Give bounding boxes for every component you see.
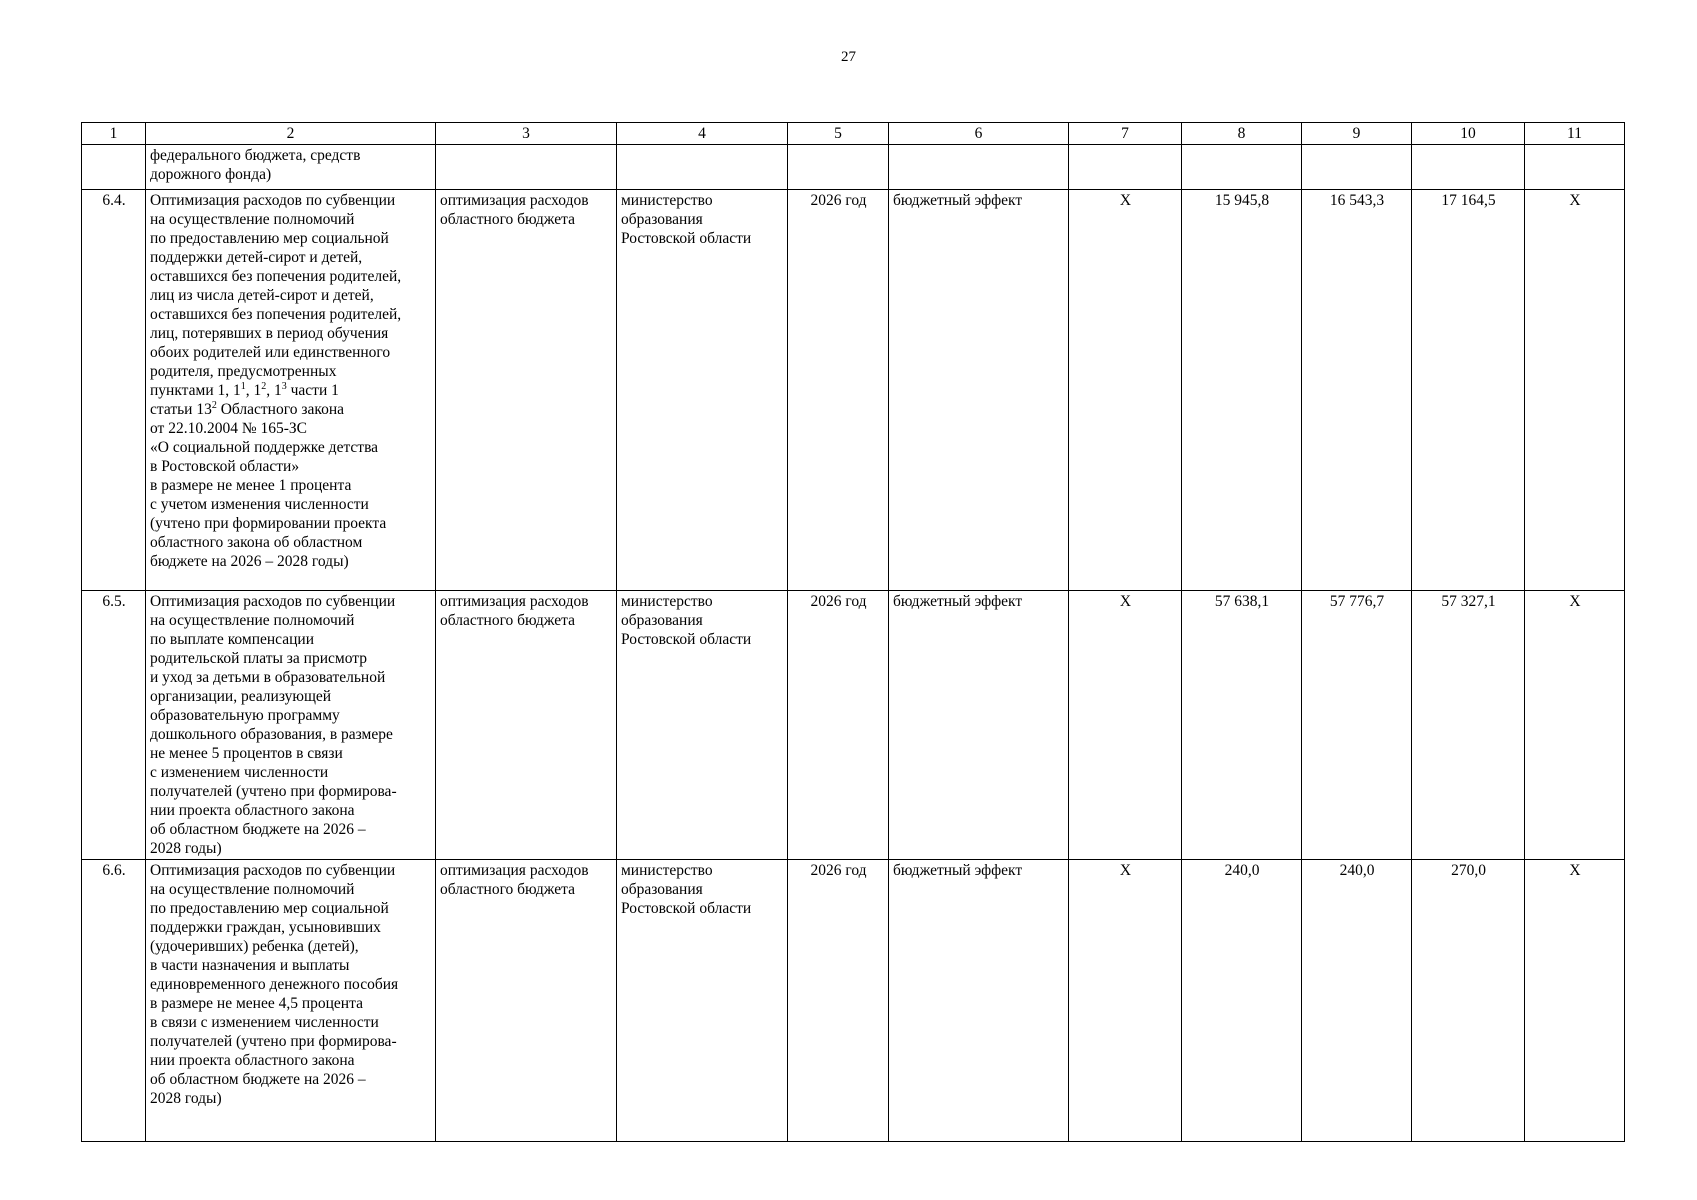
description-line: дорожного фонда) bbox=[150, 166, 272, 183]
description-line: в Ростовской области» bbox=[150, 458, 300, 475]
col10-cell: 270,0 bbox=[1412, 860, 1525, 1142]
description-line: областного закона об областном bbox=[150, 534, 363, 551]
header-cell: 11 bbox=[1525, 123, 1625, 145]
header-cell: 4 bbox=[617, 123, 788, 145]
column-number-header-row bbox=[82, 123, 1625, 145]
col9-cell: 16 543,3 bbox=[1302, 190, 1412, 591]
description-line: по предоставлению мер социальной bbox=[150, 230, 389, 247]
effect-cell: бюджетный эффект bbox=[889, 591, 1069, 860]
description-line: организации, реализующей bbox=[150, 688, 332, 705]
description-line: поддержки граждан, усыновивших bbox=[150, 919, 381, 936]
description-line: образовательную программу bbox=[150, 707, 340, 724]
type-cell: оптимизация расходов областного бюджета bbox=[436, 190, 617, 591]
header-cell: 8 bbox=[1182, 123, 1302, 145]
col7-cell: Х bbox=[1069, 591, 1182, 860]
description-line: от 22.10.2004 № 165-ЗС bbox=[150, 420, 307, 437]
type-cell: оптимизация расходов областного бюджета bbox=[436, 860, 617, 1142]
header-cell: 3 bbox=[436, 123, 617, 145]
description-cell bbox=[146, 860, 436, 1142]
header-cell: 5 bbox=[788, 123, 889, 145]
responsible-cell: министерство образования Ростовской области bbox=[617, 190, 788, 591]
description-line: получателей (учтено при формирова- bbox=[150, 1033, 397, 1050]
description-line: получателей (учтено при формирова- bbox=[150, 783, 397, 800]
description-line: пунктами 1, $1^1$, $1^2$, $1^3$ части 1 bbox=[150, 381, 339, 399]
col8-cell: 240,0 bbox=[1182, 860, 1302, 1142]
col10-cell: 57 327,1 bbox=[1412, 591, 1525, 860]
description-line: с изменением численности bbox=[150, 764, 329, 781]
col9-cell bbox=[1302, 145, 1412, 190]
description-line: нии проекта областного закона bbox=[150, 802, 355, 819]
description-line: поддержки детей-сирот и детей, bbox=[150, 249, 363, 266]
type-cell: оптимизация расходов областного бюджета bbox=[436, 591, 617, 860]
description-line: не менее 5 процентов в связи bbox=[150, 745, 343, 762]
description-line: (удочеривших) ребенка (детей), bbox=[150, 938, 359, 955]
effect-cell: бюджетный эффект bbox=[889, 190, 1069, 591]
measures-table bbox=[81, 122, 1625, 1142]
col11-cell: Х bbox=[1525, 190, 1625, 591]
type-cell bbox=[436, 145, 617, 190]
description-line: (учтено при формировании проекта bbox=[150, 515, 387, 532]
description-line: по выплате компенсации bbox=[150, 631, 314, 648]
col11-cell bbox=[1525, 145, 1625, 190]
description-line: по предоставлению мер социальной bbox=[150, 900, 389, 917]
col11-cell: Х bbox=[1525, 591, 1625, 860]
description-line: бюджете на 2026 – 2028 годы) bbox=[150, 553, 349, 570]
row-number-cell: 6.5. bbox=[82, 591, 146, 860]
header-cell: 9 bbox=[1302, 123, 1412, 145]
description-line: оставшихся без попечения родителей, bbox=[150, 306, 402, 323]
description-line: об областном бюджете на 2026 – bbox=[150, 1071, 366, 1088]
effect-cell: бюджетный эффект bbox=[889, 860, 1069, 1142]
col9-cell: 240,0 bbox=[1302, 860, 1412, 1142]
description-line: Оптимизация расходов по субвенции bbox=[150, 593, 396, 610]
col7-cell: Х bbox=[1069, 190, 1182, 591]
header-cell: 2 bbox=[146, 123, 436, 145]
col11-cell: Х bbox=[1525, 860, 1625, 1142]
description-line: 2028 годы) bbox=[150, 840, 222, 857]
year-cell: 2026 год bbox=[788, 591, 889, 860]
table-row-6-4 bbox=[82, 190, 1625, 591]
description-cell bbox=[146, 145, 436, 190]
description-line: Оптимизация расходов по субвенции bbox=[150, 862, 396, 879]
row-number-cell bbox=[82, 145, 146, 190]
header-cell: 6 bbox=[889, 123, 1069, 145]
description-line: статьи $13^2$ Областного закона bbox=[150, 400, 344, 418]
description-line: в размере не менее 4,5 процента bbox=[150, 995, 363, 1012]
col7-cell: Х bbox=[1069, 860, 1182, 1142]
col10-cell bbox=[1412, 145, 1525, 190]
header-cell: 7 bbox=[1069, 123, 1182, 145]
page-number: 27 bbox=[841, 49, 856, 65]
table-row-6-6 bbox=[82, 860, 1625, 1142]
row-number-cell: 6.6. bbox=[82, 860, 146, 1142]
row-number-cell: 6.4. bbox=[82, 190, 146, 591]
description-line: в части назначения и выплаты bbox=[150, 957, 350, 974]
description-line: родительской платы за присмотр bbox=[150, 650, 367, 667]
description-line: и уход за детьми в образовательной bbox=[150, 669, 386, 686]
col8-cell: 57 638,1 bbox=[1182, 591, 1302, 860]
responsible-cell bbox=[617, 145, 788, 190]
description-line: обоих родителей или единственного bbox=[150, 344, 391, 361]
responsible-cell: министерство образования Ростовской области bbox=[617, 860, 788, 1142]
header-cell: 10 bbox=[1412, 123, 1525, 145]
description-line: на осуществление полномочий bbox=[150, 211, 355, 228]
description-line: оставшихся без попечения родителей, bbox=[150, 268, 402, 285]
description-line: об областном бюджете на 2026 – bbox=[150, 821, 366, 838]
col8-cell bbox=[1182, 145, 1302, 190]
header-cell: 1 bbox=[82, 123, 146, 145]
description-cell bbox=[146, 591, 436, 860]
description-line: лиц, потерявших в период обучения bbox=[150, 325, 389, 342]
description-line: лиц из числа детей-сирот и детей, bbox=[150, 287, 374, 304]
col10-cell: 17 164,5 bbox=[1412, 190, 1525, 591]
description-line: в размере не менее 1 процента bbox=[150, 477, 352, 494]
description-line: Оптимизация расходов по субвенции bbox=[150, 192, 396, 209]
description-cell bbox=[146, 190, 436, 591]
description-line: 2028 годы) bbox=[150, 1090, 222, 1107]
description-line: дошкольного образования, в размере bbox=[150, 726, 393, 743]
description-line: «О социальной поддержке детства bbox=[150, 439, 379, 456]
year-cell bbox=[788, 145, 889, 190]
col8-cell: 15 945,8 bbox=[1182, 190, 1302, 591]
description-line: нии проекта областного закона bbox=[150, 1052, 355, 1069]
description-line: федерального бюджета, средств bbox=[150, 147, 361, 164]
effect-cell bbox=[889, 145, 1069, 190]
description-line: с учетом изменения численности bbox=[150, 496, 369, 513]
description-line: родителя, предусмотренных bbox=[150, 363, 337, 380]
description-line: единовременного денежного пособия bbox=[150, 976, 399, 993]
col7-cell bbox=[1069, 145, 1182, 190]
description-line: в связи с изменением численности bbox=[150, 1014, 379, 1031]
year-cell: 2026 год bbox=[788, 190, 889, 591]
description-line: на осуществление полномочий bbox=[150, 612, 355, 629]
col9-cell: 57 776,7 bbox=[1302, 591, 1412, 860]
responsible-cell: министерство образования Ростовской области bbox=[617, 591, 788, 860]
table-row-6-5 bbox=[82, 591, 1625, 860]
year-cell: 2026 год bbox=[788, 860, 889, 1142]
continuation-row bbox=[82, 145, 1625, 190]
description-line: на осуществление полномочий bbox=[150, 881, 355, 898]
